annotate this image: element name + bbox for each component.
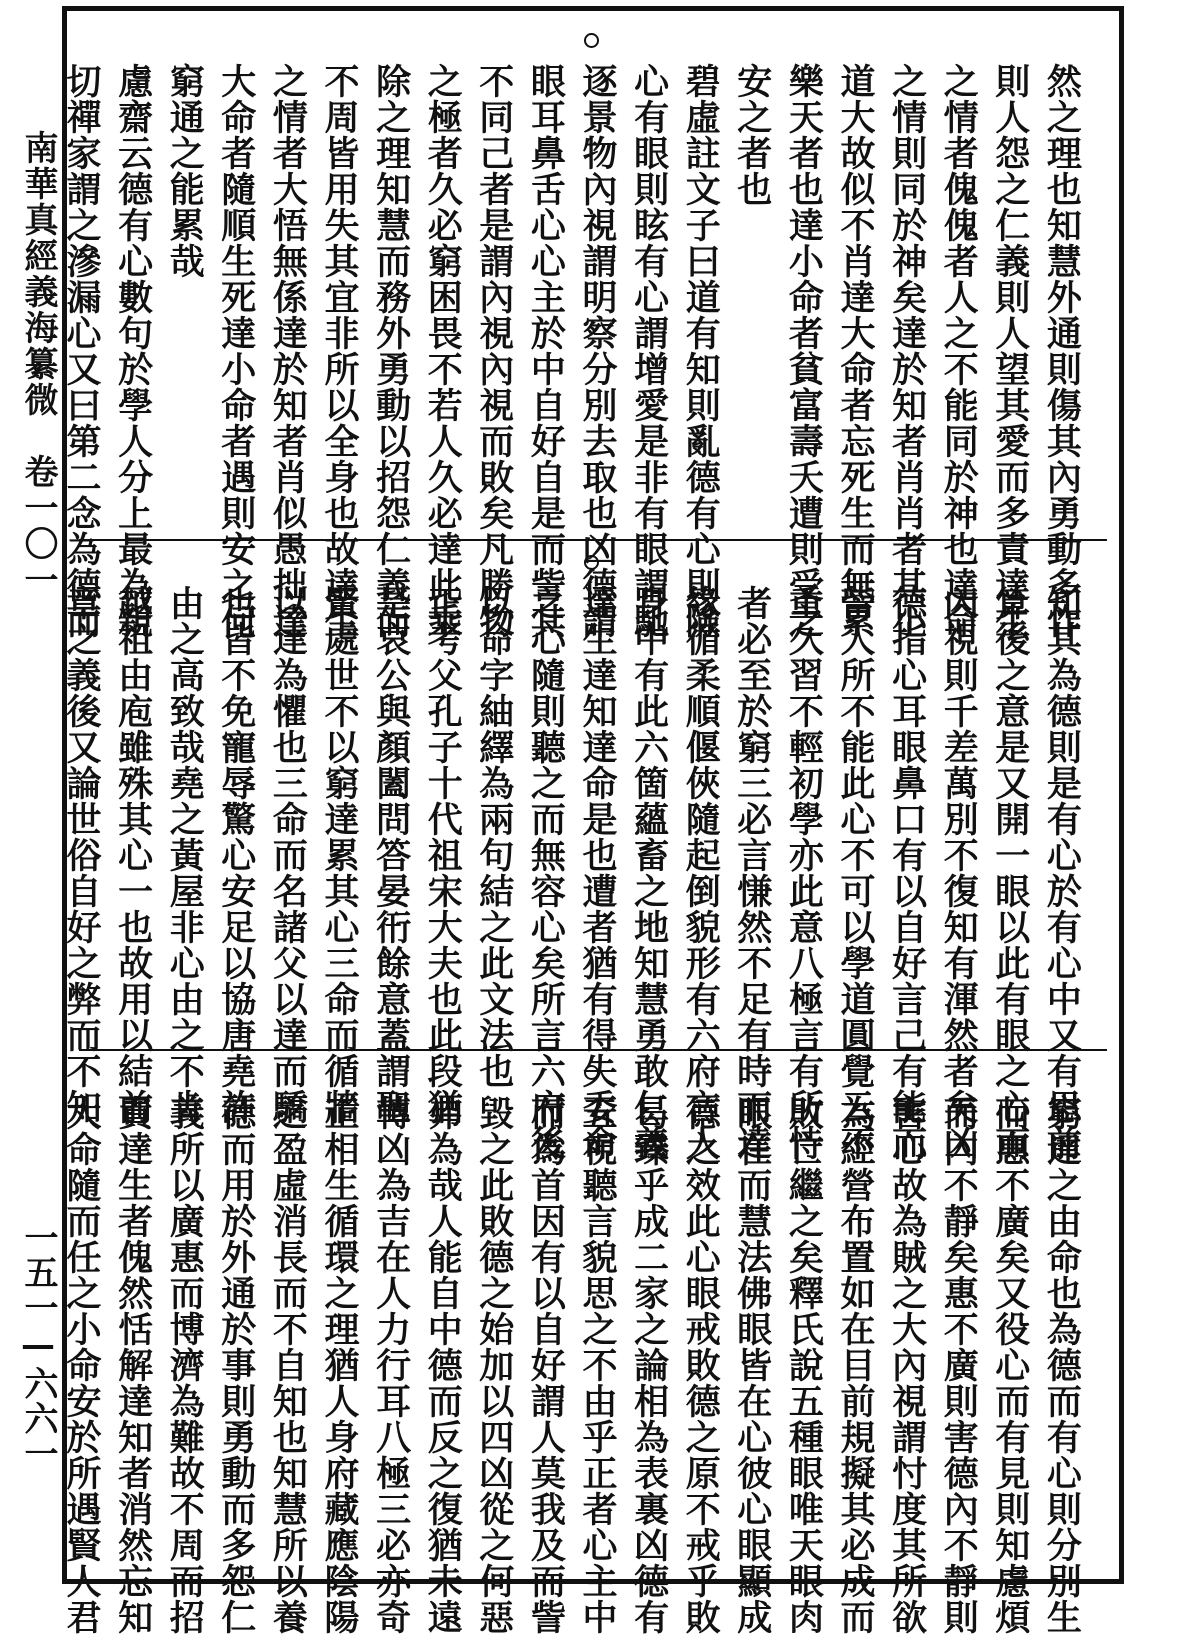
text-column: 而內不靜矣惠不廣則害德內不靜則 (938, 1095, 980, 1635)
text-column: 算後之意是又開一眼以此有眼之心而 (989, 585, 1031, 1161)
text-column: 義所以廣惠而博濟為難故不周而招 (164, 1095, 206, 1635)
text-column: 害心故為賊之大內視謂忖度其所欲 (886, 1095, 928, 1635)
text-column: 窮達之由命也為德而有心則分別生 (1041, 1095, 1083, 1635)
text-column: 而為首因有以自好謂人莫我及而訾 (525, 1095, 567, 1635)
text-column: 之情者大悟無係達於知者肖似愚拙達 (267, 63, 309, 639)
text-column: 德指心耳眼鼻口有以自好言己有能而 (886, 585, 928, 1161)
text-column: 逐景物內視謂明察分別去取也凶德謂 (577, 63, 618, 639)
text-column: 窮通之能累哉 (164, 63, 206, 279)
section-marker (584, 1065, 599, 1080)
text-column: 不周皆用失其宜非所以全身也故達生 (319, 63, 360, 639)
text-column: 達生達知達命是也遭者猶有得失委命 (577, 585, 618, 1161)
text-column: 之心隨則聽之而無容心矣所言六府後 (525, 585, 567, 1161)
text-column: 碧虛註文子曰道有知則亂德有心則險 (680, 63, 722, 639)
text-column: 敗亡繼之矣釋氏說五種眼唯天眼肉 (783, 1095, 825, 1635)
text-column: 者必至於窮三必言慊然不足有時而達 (731, 585, 773, 1161)
text-column: 越祖由庖雖殊其心一也故用以結前 (112, 585, 154, 1125)
section-marker (584, 555, 599, 570)
text-column: 眼耳鼻舌心心主於中自好自是而訾其 (525, 63, 567, 639)
text-column: 五視聽言貌思之不由乎正者心主中 (577, 1095, 618, 1635)
text-column: 身中有此六箇蘊畜之地知慧勇敢仁義 (628, 585, 670, 1161)
text-column: 除之理知慧而務外勇動以招怨仁義而 (370, 63, 412, 639)
text-column: 心有眼則眩有心謂增愛是非有眼謂馳 (628, 63, 670, 639)
text-column: 弗為哉人能自中德而反之復猶未遠 (422, 1095, 464, 1635)
text-column: 之情者傀傀者人之不能同於神也達命 (938, 63, 980, 639)
text-column: 責達生者傀然恬解達知者消然忘知 (112, 1095, 154, 1635)
page-frame (61, 6, 1124, 1635)
text-column: 章之義後又論世俗自好之弊而不知 (61, 585, 102, 1125)
page-number: 一五一—六六一 (18, 1220, 58, 1471)
page-margin (6, 130, 60, 1566)
text-column: 眼在而慧法佛眼皆在心彼心眼顯成 (731, 1095, 773, 1635)
text-column: 切禪家謂之滲漏心又曰第二念為德而 (61, 63, 102, 639)
section-marker (584, 33, 599, 48)
text-column: 慮齋云德有心數句於學人分上最為親 (112, 63, 154, 639)
text-column: 德之效此心眼戒敗德之原不戒乎敗 (680, 1095, 722, 1635)
text-column: 則人怨之仁義則人望其愛而多責達生 (989, 63, 1031, 639)
text-column: 安之者也 (731, 63, 773, 207)
text-column: 毀之此敗德之始加以四凶從之何惡 (473, 1095, 515, 1635)
text-column: 緣循柔順偃俠隨起倒貌形有六府言人 (680, 585, 722, 1161)
text-column: 曷臻乎成二家之論相為表裏凶德有 (628, 1095, 670, 1635)
text-column: 也皆不免寵辱驚心安足以協唐堯許 (215, 585, 257, 1125)
text-column: 德而用於外通於事則勇動而多怨仁 (215, 1095, 257, 1635)
text-column: 樂天者也達小命者貧富壽夭遭則受之 (783, 63, 825, 639)
text-column: 以命字紬繹為兩句結之此文法也 (473, 585, 515, 1089)
text-column: 內視則千差萬別不復知有渾然者矣凶 (938, 585, 980, 1161)
text-column: 是哀公與顏闔問答晏衎餘意蓋謂聖 (370, 585, 412, 1125)
text-column: 大命隨而任之小命安於所遇賢人君 (61, 1095, 102, 1635)
text-panel-middle (61, 541, 1107, 1161)
book-title: 南華真經義海纂微 卷一〇一 (18, 130, 58, 598)
text-column: 之極者久必窮困畏不若人久必達此乘 (422, 63, 464, 639)
text-column: 由之高致哉堯之黃屋非心由之不肯 (164, 585, 206, 1125)
text-column: 道大故似不肖達大命者忘死生而無累 (835, 63, 876, 639)
text-column: 以達為懼也三命而名諸父以達而驕 (267, 585, 309, 1125)
text-column: 轉凶為吉在人力行耳八極三必亦奇 (370, 1095, 412, 1635)
text-column: 不同己者是謂內視內視而敗矣凡勝物 (473, 63, 515, 639)
text-column: 為經營布置如在目前規擬其必成而 (835, 1095, 876, 1635)
text-column: 重久習不輕初學亦此意八極言有所恃 (783, 585, 825, 1161)
text-column: 知其為德則是有心於有心中又有思前 (1041, 585, 1083, 1161)
text-column: 之情則同於神矣達於知者肖肖者其小 (886, 63, 928, 639)
text-column: 正相生循環之理猶人身府藏應陰陽 (319, 1095, 360, 1635)
text-column: 正考父孔子十代祖宋大夫也此段猶 (422, 585, 464, 1125)
text-panel-bottom (61, 1051, 1107, 1635)
text-column: 然之理也知慧外通則傷其內勇動多怍 (1041, 63, 1083, 639)
text-panel-top (61, 19, 1107, 639)
text-column: 之盈虛消長而不自知也知慧所以養 (267, 1095, 309, 1635)
text-column: 而惠不廣矣又役心而有見則知慮煩 (989, 1095, 1031, 1635)
text-column: 訾人所不能此心不可以學道圓覺云不 (835, 585, 876, 1161)
text-column: 賢處世不以窮達累其心三命而循牆 (319, 585, 360, 1125)
text-column: 大命者隨順生死達小命者遇則安之何 (215, 63, 257, 639)
